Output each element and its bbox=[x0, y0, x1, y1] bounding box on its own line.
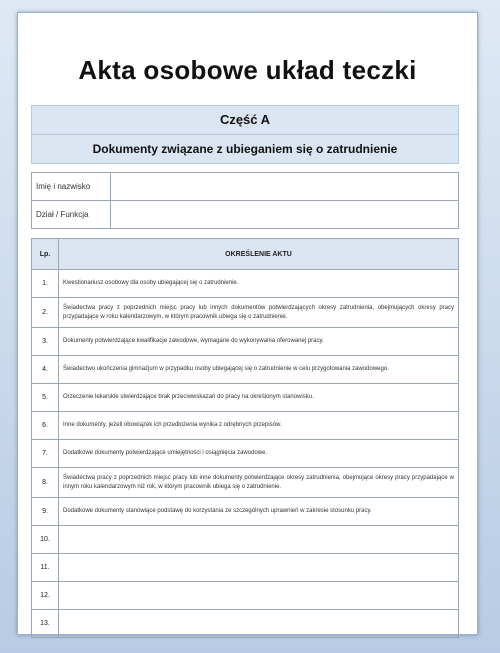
info-row-name bbox=[32, 173, 459, 201]
row-number: 12. bbox=[32, 582, 59, 610]
row-number: 2. bbox=[32, 298, 59, 328]
row-act-text[interactable] bbox=[59, 526, 459, 554]
row-act-text[interactable] bbox=[59, 610, 459, 638]
table-row bbox=[32, 298, 459, 328]
row-number: 13. bbox=[32, 610, 59, 638]
row-number: 6. bbox=[32, 412, 59, 440]
col-lp-header: Lp. bbox=[32, 239, 59, 270]
row-number: 8. bbox=[32, 468, 59, 498]
table-row bbox=[32, 498, 459, 526]
section-header: Część A bbox=[31, 105, 459, 135]
table-row bbox=[32, 412, 459, 440]
row-act-text: Świadectwo ukończenia gimnazjum w przypadku osoby ubiegającej się o zatrudnienie w celu przygotowania zawodowego. bbox=[59, 356, 459, 384]
row-act-text: Kwestionariusz osobowy dla osoby ubiegającej się o zatrudnienie. bbox=[59, 270, 459, 298]
col-act-header: OKREŚLENIE AKTU bbox=[59, 239, 459, 270]
row-act-text: Świadectwa pracy z poprzednich miejsc pracy lub innych dokumentów potwierdzających okresy zatrudnienia, obejmujących okresy pracy przypadające w roku kalendarzowym, w którym pracownik ubiega się o zatrudnienie. bbox=[59, 298, 459, 328]
table-row bbox=[32, 610, 459, 638]
row-number: 10. bbox=[32, 526, 59, 554]
table-row bbox=[32, 328, 459, 356]
row-act-text: Świadectwa pracy z poprzednich miejsc pracy lub inne dokumenty potwierdzające okresy zatrudnienia, obejmujące okresy pracy przypadające w innym roku kalendarzowym niż rok, w którym pracownik ubiega się o zatrudnienie. bbox=[59, 468, 459, 498]
section-subtitle: Dokumenty związane z ubieganiem się o zatrudnienie bbox=[31, 134, 459, 164]
row-act-text: Dodatkowe dokumenty stanowiące podstawę do korzystania ze szczególnych uprawnień w zakresie stosunku pracy. bbox=[59, 498, 459, 526]
info-table bbox=[31, 172, 459, 229]
row-number: 4. bbox=[32, 356, 59, 384]
row-number: 7. bbox=[32, 440, 59, 468]
table-row bbox=[32, 270, 459, 298]
document-page bbox=[17, 12, 478, 635]
row-act-text[interactable] bbox=[59, 554, 459, 582]
row-number: 3. bbox=[32, 328, 59, 356]
row-act-text: Dokumenty potwierdzające kwalifikacje zawodowe, wymagane do wykonywania oferowanej pracy. bbox=[59, 328, 459, 356]
info-row-dept bbox=[32, 201, 459, 229]
row-act-text: Dodatkowe dokumenty potwierdzające umiejętności i osiągnięcia zawodowe. bbox=[59, 440, 459, 468]
table-row bbox=[32, 526, 459, 554]
table-row bbox=[32, 440, 459, 468]
name-label: Imię i nazwisko bbox=[32, 173, 111, 201]
row-act-text[interactable] bbox=[59, 582, 459, 610]
table-row bbox=[32, 356, 459, 384]
acts-table bbox=[31, 238, 459, 638]
table-row bbox=[32, 468, 459, 498]
acts-header-row bbox=[32, 239, 459, 270]
row-act-text: Inne dokumenty, jeżeli obowiązek ich przedłożenia wynika z odrębnych przepisów. bbox=[59, 412, 459, 440]
row-act-text: Orzeczenie lekarskie stwierdzające brak przeciwwskazań do pracy na określonym stanowisku. bbox=[59, 384, 459, 412]
table-row bbox=[32, 582, 459, 610]
row-number: 1. bbox=[32, 270, 59, 298]
document-title: Akta osobowe układ teczki bbox=[78, 55, 417, 85]
name-field[interactable] bbox=[111, 173, 459, 201]
dept-field[interactable] bbox=[111, 201, 459, 229]
table-row bbox=[32, 384, 459, 412]
row-number: 5. bbox=[32, 384, 59, 412]
row-number: 9. bbox=[32, 498, 59, 526]
dept-label: Dział / Funkcja bbox=[32, 201, 111, 229]
row-number: 11. bbox=[32, 554, 59, 582]
table-row bbox=[32, 554, 459, 582]
